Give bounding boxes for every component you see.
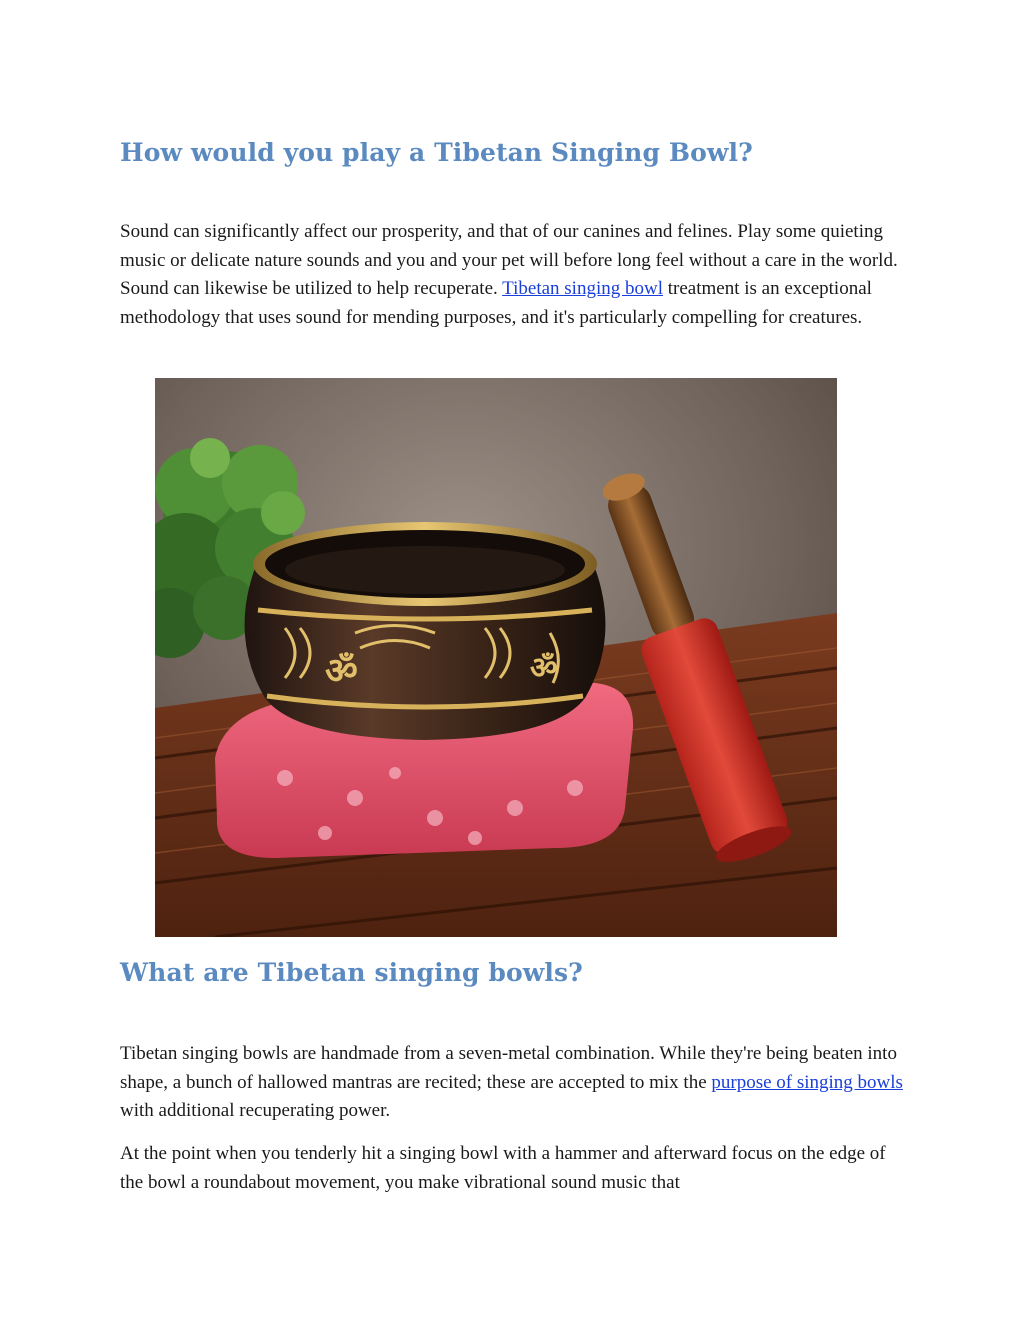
intro-paragraph xyxy=(120,218,910,332)
intro-text-start: Sound can significantly affect our prosperity, and that of our canines and felines. Play some quieting music or delicate nature sounds and you and your pet will before long feel without a care in the world. Sound can likewise be utilized to help recuperate. xyxy=(120,221,898,299)
svg-text:ॐ: ॐ xyxy=(325,650,358,692)
tibetan-singing-bowl-link[interactable]: Tibetan singing bowl xyxy=(502,278,663,299)
purpose-of-singing-bowls-link[interactable]: purpose of singing bowls xyxy=(711,1071,903,1093)
singing-bowl xyxy=(245,522,606,740)
bowls-p1-text-end: with additional recuperating power. xyxy=(120,1100,391,1121)
singing-bowl-photo xyxy=(155,378,837,937)
bowls-p1-text-start: Tibetan singing bowls are handmade from a seven-metal combination. While they're being beaten into shape, a bunch of hallowed mantras are recited; these are accepted to mix the xyxy=(120,1043,897,1093)
intro-text-end: treatment is an exceptional methodology that uses sound for mending purposes, and it's particularly compelling for creatures. xyxy=(120,278,872,328)
section-heading-how-to-play: How would you play a Tibetan Singing Bowl? xyxy=(120,138,753,167)
section-heading-what-are: What are Tibetan singing bowls? xyxy=(120,958,583,987)
svg-text:ॐ: ॐ xyxy=(530,651,558,686)
bowls-paragraph-2: At the point when you tenderly hit a singing bowl with a hammer and afterward focus on the edge of the bowl a roundabout movement, you make vibrational sound music that xyxy=(120,1143,886,1193)
bowls-paragraph-1 xyxy=(120,1040,910,1126)
